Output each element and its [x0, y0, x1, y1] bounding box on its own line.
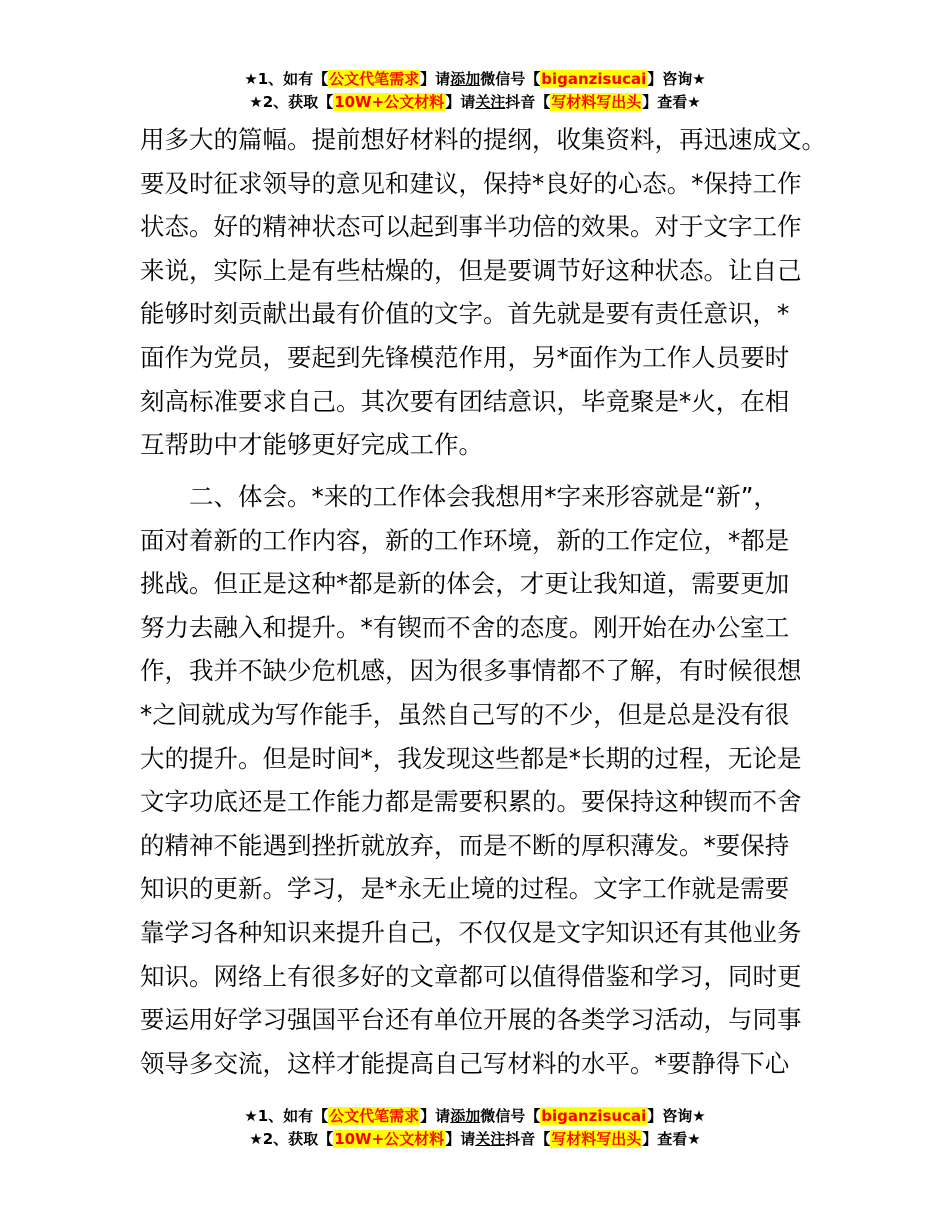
- banner-text: 】咨询★: [647, 70, 706, 88]
- text-line: 挑战。但正是这种*都是新的体会，才更让我知道，需要更加: [140, 569, 790, 599]
- highlight-douyin-account: 写材料写出头: [551, 93, 642, 111]
- highlight-service: 公文代笔需求: [329, 1107, 420, 1125]
- banner-text: 抖音【: [505, 1130, 551, 1148]
- text-line: 状态。好的精神状态可以起到事半功倍的效果。对于文字工作: [140, 212, 802, 242]
- header-banner: [0, 68, 950, 114]
- paragraph-1: [140, 118, 830, 467]
- banner-line-1: [0, 68, 950, 91]
- banner-line-2: [0, 91, 950, 114]
- highlight-materials: 10W+公文材料: [334, 1130, 445, 1148]
- text-line: 文字功底还是工作能力都是需要积累的。要保持这种锲而不舍: [140, 787, 802, 817]
- paragraph-2: [140, 475, 830, 1085]
- text-line: 面作为党员，要起到先锋模范作用，另*面作为工作人员要时: [140, 342, 790, 372]
- text-line: 知识的更新。学习，是*永无止境的过程。文字工作就是需要: [140, 874, 790, 904]
- text-line: 面对着新的工作内容，新的工作环境，新的工作定位，*都是: [140, 525, 790, 555]
- underlined-word: 添加: [450, 1107, 481, 1125]
- highlight-service: 公文代笔需求: [329, 70, 420, 88]
- highlight-wechat-id: biganzisucai: [541, 1107, 647, 1125]
- text-line: 作，我并不缺少危机感，因为很多事情都不了解，有时候很想: [140, 656, 802, 686]
- banner-text: ★2、获取【: [249, 93, 334, 111]
- highlight-douyin-account: 写材料写出头: [551, 1130, 642, 1148]
- highlight-materials: 10W+公文材料: [334, 93, 445, 111]
- banner-text: 】查看★: [642, 1130, 701, 1148]
- text-line: 来说，实际上是有些枯燥的，但是要调节好这种状态。让自己: [140, 255, 802, 285]
- banner-line-1: [0, 1105, 950, 1128]
- underlined-word: 添加: [450, 70, 481, 88]
- banner-text: ★1、如有【: [244, 1107, 329, 1125]
- banner-text: 】请: [420, 1107, 451, 1125]
- text-line: 用多大的篇幅。提前想好材料的提纲，收集资料，再迅速成文。: [140, 125, 826, 154]
- banner-text: 抖音【: [505, 93, 551, 111]
- text-line: 努力去融入和提升。*有锲而不舍的态度。刚开始在办公室工: [140, 612, 790, 642]
- text-line: 要运用好学习强国平台还有单位开展的各类学习活动，与同事: [140, 1005, 802, 1035]
- text-line: 大的提升。但是时间*，我发现这些都是*长期的过程，无论是: [140, 743, 802, 773]
- text-line: 互帮助中才能够更好完成工作。: [140, 430, 483, 460]
- banner-text: 】请: [445, 93, 476, 111]
- text-line: 的精神不能遇到挫折就放弃，而是不断的厚积薄发。*要保持: [140, 830, 790, 860]
- banner-text: 】请: [445, 1130, 476, 1148]
- text-line: 要及时征求领导的意见和建议，保持*良好的心态。*保持工作: [140, 168, 802, 198]
- text-line: *之间就成为写作能手，虽然自己写的不少，但是总是没有很: [140, 699, 790, 729]
- text-line: 能够时刻贡献出最有价值的文字。首先就是要有责任意识，*: [140, 299, 790, 329]
- banner-text: ★2、获取【: [249, 1130, 334, 1148]
- text-line: 刻高标准要求自己。其次要有团结意识，毕竟聚是*火，在相: [140, 386, 790, 416]
- text-line: 领导多交流，这样才能提高自己写材料的水平。*要静得下心: [140, 1048, 790, 1078]
- underlined-word: 关注: [475, 1130, 506, 1148]
- banner-text: 】咨询★: [647, 1107, 706, 1125]
- footer-banner: [0, 1105, 950, 1151]
- banner-text: 】请: [420, 70, 451, 88]
- highlight-wechat-id: biganzisucai: [541, 70, 647, 88]
- banner-text: 微信号【: [480, 1107, 541, 1125]
- banner-text: 】查看★: [642, 93, 701, 111]
- underlined-word: 关注: [475, 93, 506, 111]
- banner-text: ★1、如有【: [244, 70, 329, 88]
- text-line: 靠学习各种知识来提升自己，不仅仅是文字知识还有其他业务: [140, 917, 802, 947]
- banner-line-2: [0, 1128, 950, 1151]
- banner-text: 微信号【: [480, 70, 541, 88]
- text-line: 知识。网络上有很多好的文章都可以值得借鉴和学习，同时更: [140, 961, 802, 991]
- text-line: 二、体会。*来的工作体会我想用*字来形容就是“新”，: [140, 482, 778, 511]
